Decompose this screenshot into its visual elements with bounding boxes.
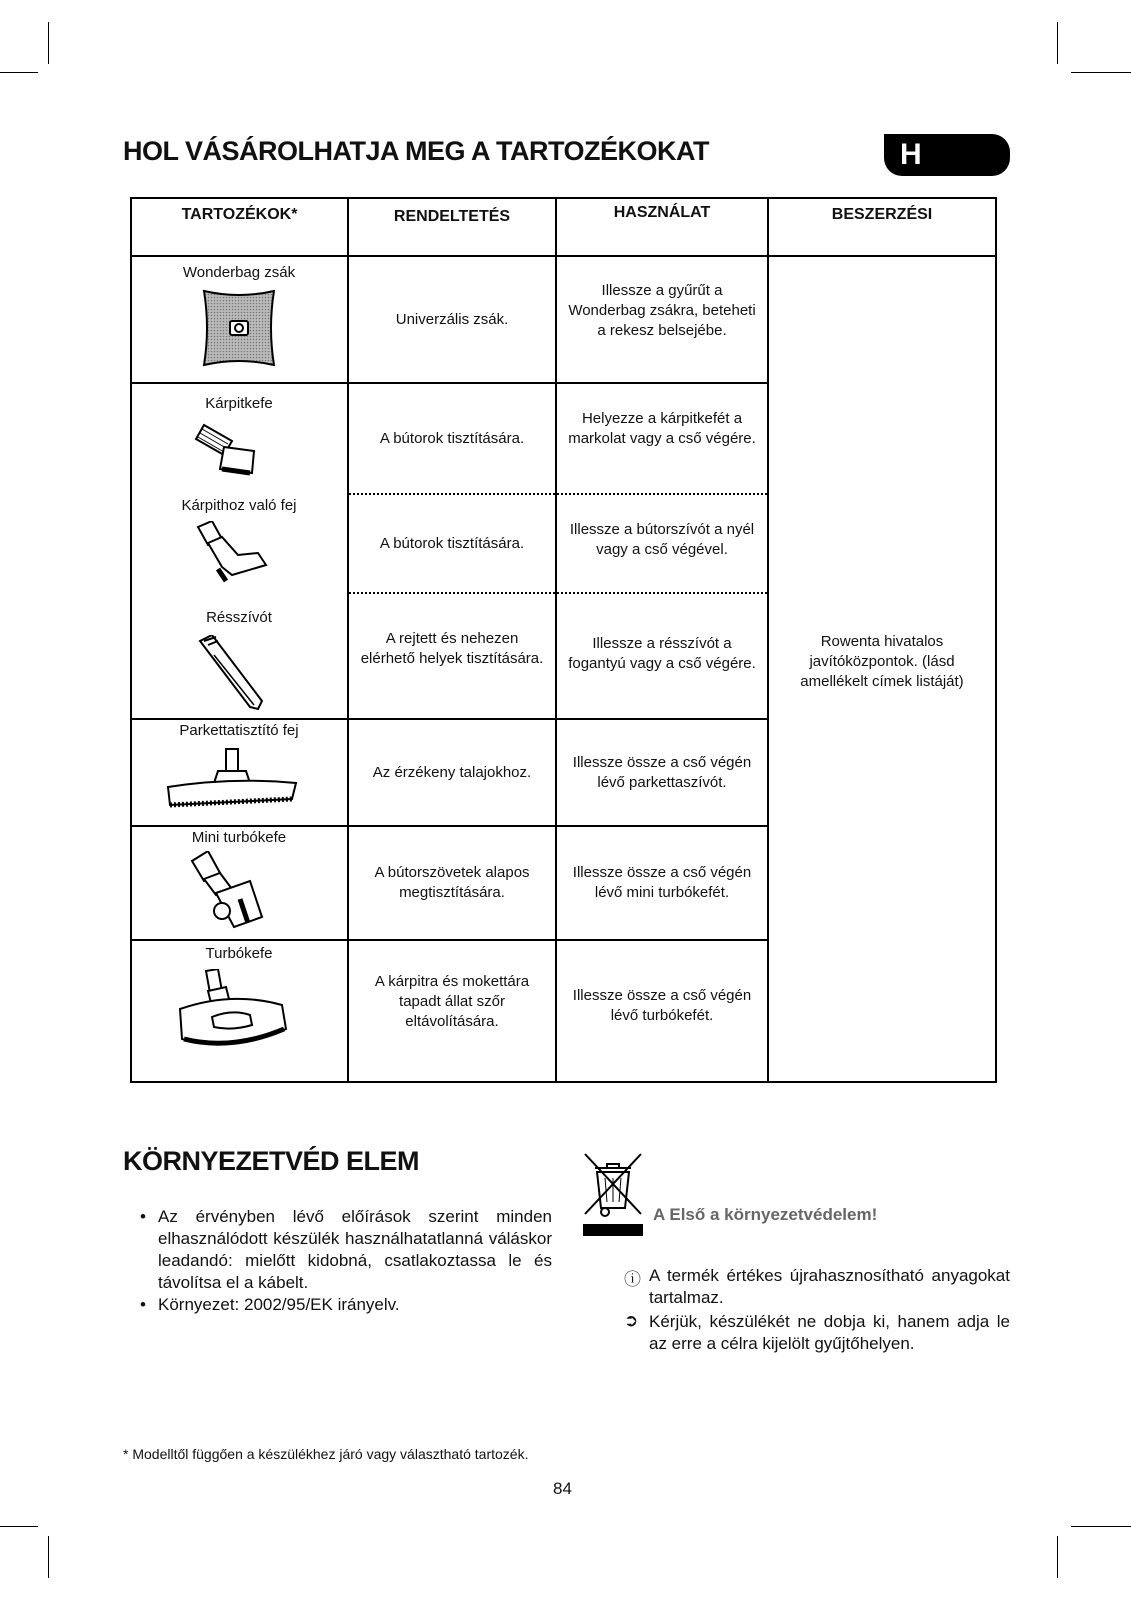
upholstery-nozzle-icon xyxy=(192,521,272,583)
crossed-bin-icon xyxy=(583,1152,643,1236)
crop-mark xyxy=(48,1536,49,1578)
note-text: A termék értékes újrahasznosítható anyagokat tartalmaz. xyxy=(649,1266,1010,1307)
usage-cell: Illessze össze a cső végén lévő turbókefét. xyxy=(572,987,752,1024)
bullet: • xyxy=(140,1207,146,1226)
accessory-name: Turbókefe xyxy=(205,945,273,962)
parquet-brush-icon xyxy=(162,747,302,811)
crevice-tool-icon xyxy=(196,635,276,711)
mini-turbo-brush-icon xyxy=(190,851,270,933)
crop-mark xyxy=(0,1526,38,1527)
crop-mark xyxy=(1057,22,1058,64)
environment-list xyxy=(140,1206,552,1316)
supply-cell: Rowenta hivatalos javítóközpontok. (lásd amellékelt címek listáját) xyxy=(800,633,964,690)
usage-cell: Illessze a résszívót a fogantyú vagy a cső végére. xyxy=(568,635,756,672)
usage-cell: Illessze a bútorszívót a nyél vagy a cső végével. xyxy=(569,521,755,558)
crop-mark xyxy=(1057,1536,1058,1578)
accessory-name: Parkettatisztító fej xyxy=(179,722,299,739)
usage-cell: Illessze össze a cső végén lévő mini turbókefét. xyxy=(572,864,752,901)
purpose-cell: A bútorok tisztítására. xyxy=(379,430,525,447)
accessory-name: Wonderbag zsák xyxy=(182,264,296,281)
usage-cell: Helyezze a kárpitkefét a markolat vagy a cső végére. xyxy=(568,410,756,447)
accessories-table xyxy=(130,197,997,1083)
page-title: HOL VÁSÁROLHATJA MEG A TARTOZÉKOKAT xyxy=(123,136,709,166)
purpose-cell: A bútorszövetek alapos megtisztítására. xyxy=(374,864,530,901)
list-item: • Az érvényben lévő előírások szerint minden elhasználódott készülék használhatatlanná váláskor leadandó: mielőtt kidobná, csatlakoztassa le és távolítsa el a kábelt. xyxy=(140,1207,552,1292)
crop-mark xyxy=(1071,72,1131,73)
environment-title: KÖRNYEZETVÉD ELEM xyxy=(123,1146,420,1176)
usage-cell: Illessze össze a cső végén lévő parkettaszívót. xyxy=(572,753,752,791)
environment-slogan: A Első a környezetvédelem! xyxy=(653,1205,878,1224)
accessory-name: Mini turbókefe xyxy=(191,829,287,846)
note-text: Kérjük, készülékét ne dobja ki, hanem adja le az erre a célra kijelölt gyűjtőhelyen. xyxy=(649,1312,1010,1353)
purpose-cell: A bútorok tisztítására. xyxy=(379,534,525,552)
purpose-cell: Az érzékeny talajokhoz. xyxy=(372,763,532,781)
crop-mark xyxy=(48,22,49,64)
info-icon: ⓘ xyxy=(624,1270,641,1289)
col-header-usage: HASZNÁLAT xyxy=(613,204,711,221)
usage-cell: Illessze a gyűrűt a Wonderbag zsákra, beteheti a rekesz belsejébe. xyxy=(568,282,756,339)
upholstery-brush-icon xyxy=(194,421,274,477)
footnote: * Modelltől függően a készülékhez járó vagy választható tartozék. xyxy=(123,1446,529,1462)
bullet: • xyxy=(140,1295,146,1314)
col-header-purpose: RENDELTETÉS xyxy=(393,208,511,225)
accessory-name: Kárpithoz való fej xyxy=(181,497,297,514)
dust-bag-icon xyxy=(198,287,280,369)
crop-mark xyxy=(0,72,38,73)
accessory-name: Résszívót xyxy=(206,609,272,626)
language-badge: H xyxy=(884,134,1010,176)
col-header-accessories: TARTOZÉKOK* xyxy=(181,206,298,223)
page-number: 84 xyxy=(553,1479,572,1498)
purpose-cell: Univerzális zsák. xyxy=(395,310,509,328)
accessory-name: Kárpitkefe xyxy=(205,395,273,412)
purpose-cell: A rejtett és nehezen elérhető helyek tisztítására. xyxy=(360,630,544,667)
list-item: • Környezet: 2002/95/EK irányelv. xyxy=(140,1295,400,1314)
col-header-supply: BESZERZÉSI xyxy=(831,206,933,223)
purpose-cell: A kárpitra és mokettára tapadt állat szőr eltávolítására. xyxy=(374,973,530,1030)
turbo-brush-icon xyxy=(172,969,292,1051)
crop-mark xyxy=(1071,1526,1131,1527)
arrow-icon: ➲ xyxy=(624,1311,639,1330)
